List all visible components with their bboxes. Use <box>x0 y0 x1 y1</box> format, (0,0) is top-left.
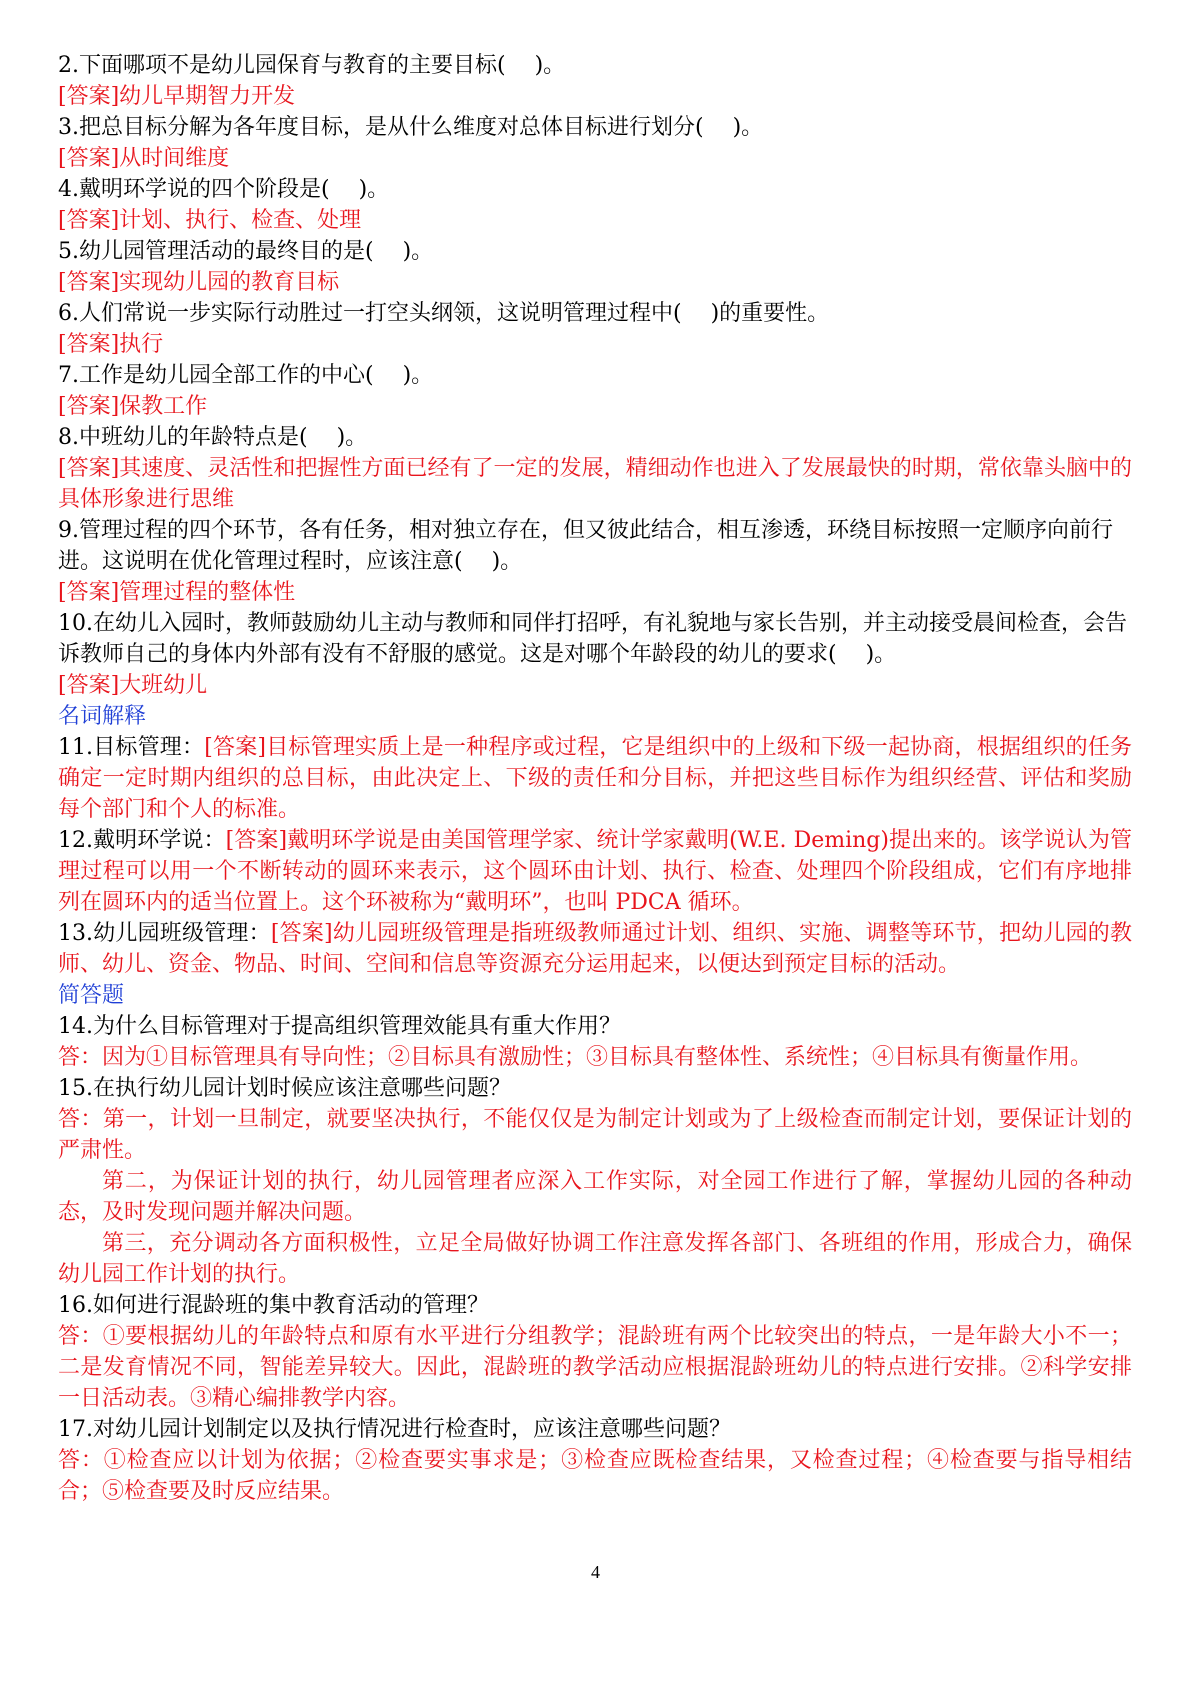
question-8: 8.中班幼儿的年龄特点是( )。 <box>58 425 368 450</box>
question-16: 16.如何进行混龄班的集中教育活动的管理？ <box>58 1293 489 1318</box>
answer-6: [答案]执行 <box>58 332 164 357</box>
question-17: 17.对幼儿园计划制定以及执行情况进行检查时，应该注意哪些问题？ <box>58 1417 731 1442</box>
question-15: 15.在执行幼儿园计划时候应该注意哪些问题？ <box>58 1076 511 1101</box>
answer-15-part-2: 第二，为保证计划的执行，幼儿园管理者应深入工作实际，对全园工作进行了解，掌握幼儿园的各种动态，及时发现问题并解决问题。 <box>58 1169 1132 1225</box>
answer-9: [答案]管理过程的整体性 <box>58 580 296 605</box>
term-definition: [答案]幼儿园班级管理是指班级教师通过计划、组织、实施、调整等环节，把幼儿园的教师、幼儿、资金、物品、时间、空间和信息等资源充分运用起来，以便达到预定目标的活动。 <box>58 921 1132 977</box>
question-2: 2.下面哪项不是幼儿园保育与教育的主要目标( )。 <box>58 53 566 78</box>
answer-14: 答：因为①目标管理具有导向性；②目标具有激励性；③目标具有整体性、系统性；④目标具有衡量作用。 <box>58 1045 1093 1070</box>
answer-15-part-3: 第三，充分调动各方面积极性，立足全局做好协调工作注意发挥各部门、各班组的作用，形成合力，确保幼儿园工作计划的执行。 <box>58 1231 1132 1287</box>
answer-16: 答：①要根据幼儿的年龄特点和原有水平进行分组教学；混龄班有两个比较突出的特点，一是年龄大小不一；二是发育情况不同，智能差异较大。因此，混龄班的教学活动应根据混龄班幼儿的特点进行安排。②科学安排一日活动表。③精心编排教学内容。 <box>58 1324 1132 1411</box>
answer-17: 答：①检查应以计划为依据；②检查要实事求是；③检查应既检查结果，又检查过程；④检查要与指导相结合；⑤检查要及时反应结果。 <box>58 1448 1132 1504</box>
term-definition: [答案]目标管理实质上是一种程序或过程，它是组织中的上级和下级一起协商，根据组织的任务确定一定时期内组织的总目标，由此决定上、下级的责任和分目标，并把这些目标作为组织经营、评估和奖励每个部门和个人的标准。 <box>58 735 1132 822</box>
answer-8: [答案]其速度、灵活性和把握性方面已经有了一定的发展，精细动作也进入了发展最快的时期，常依靠头脑中的具体形象进行思维 <box>58 456 1132 512</box>
term-label: 12.戴明环学说： <box>58 828 226 853</box>
page-number: 4 <box>591 1562 600 1582</box>
term-11 <box>58 732 1132 825</box>
question-4: 4.戴明环学说的四个阶段是( )。 <box>58 177 390 202</box>
term-label: 11.目标管理： <box>58 735 205 760</box>
question-6: 6.人们常说一步实际行动胜过一打空头纲领，这说明管理过程中( )的重要性。 <box>58 301 830 326</box>
question-9: 9.管理过程的四个环节，各有任务，相对独立存在，但又彼此结合，相互渗透，环绕目标按照一定顺序向前行进。这说明在优化管理过程时，应该注意( )。 <box>58 518 1113 574</box>
term-12 <box>58 825 1132 918</box>
answer-4: [答案]计划、执行、检查、处理 <box>58 208 362 233</box>
term-13 <box>58 918 1132 980</box>
answer-5: [答案]实现幼儿园的教育目标 <box>58 270 340 295</box>
question-3: 3.把总目标分解为各年度目标，是从什么维度对总体目标进行划分( )。 <box>58 115 764 140</box>
question-10: 10.在幼儿入园时，教师鼓励幼儿主动与教师和同伴打招呼，有礼貌地与家长告别，并主动接受晨间检查，会告诉教师自己的身体内外部有没有不舒服的感觉。这是对哪个年龄段的幼儿的要求( )。 <box>58 611 1127 667</box>
question-7: 7.工作是幼儿园全部工作的中心( )。 <box>58 363 434 388</box>
answer-3: [答案]从时间维度 <box>58 146 230 171</box>
term-definition: [答案]戴明环学说是由美国管理学家、统计学家戴明(W.E. Deming)提出来的。该学说认为管理过程可以用一个不断转动的圆环来表示，这个圆环由计划、执行、检查、处理四个阶段组成，它们有序地排列在圆环内的适当位置上。这个环被称为“戴明环”，也叫 PDCA 循环。 <box>58 828 1132 915</box>
answer-10: [答案]大班幼儿 <box>58 673 208 698</box>
answer-2: [答案]幼儿早期智力开发 <box>58 84 296 109</box>
section-heading-terms: 名词解释 <box>58 704 147 729</box>
question-14: 14.为什么目标管理对于提高组织管理效能具有重大作用？ <box>58 1014 621 1039</box>
term-label: 13.幼儿园班级管理： <box>58 921 271 946</box>
section-heading-short-answer: 简答题 <box>58 983 125 1008</box>
answer-15-part-1: 答：第一，计划一旦制定，就要坚决执行，不能仅仅是为制定计划或为了上级检查而制定计划，要保证计划的严肃性。 <box>58 1107 1132 1163</box>
answer-7: [答案]保教工作 <box>58 394 208 419</box>
question-5: 5.幼儿园管理活动的最终目的是( )。 <box>58 239 434 264</box>
